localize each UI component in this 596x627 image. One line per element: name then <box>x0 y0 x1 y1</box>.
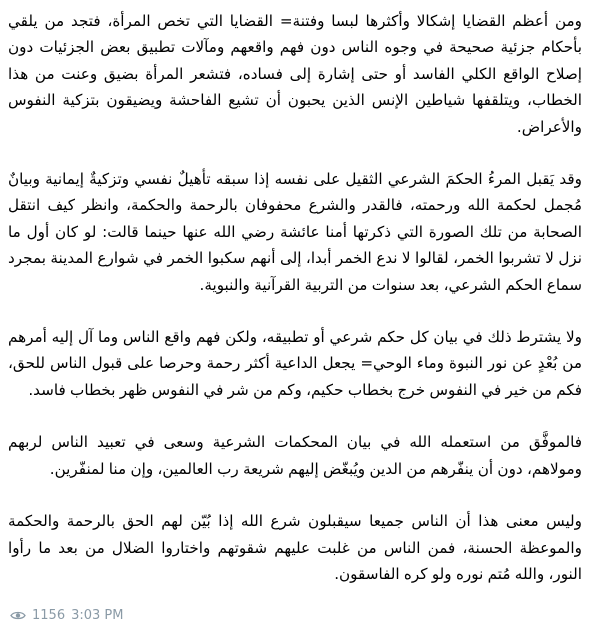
message-time: 3:03 PM <box>71 608 124 623</box>
paragraph-2: وقد يَقبل المرءُ الحكمَ الشرعي الثقيل على نفسه إذا سبقه تأهيلٌ نفسي وتزكيةٌ إيمانية وبيانٌ مُجمل لحكمة الله ورحمته، فالقدر والشرع محفوفان بالرحمة والحكمة، وانظر كيف انتقل الصحابة من تلك الصورة التي ذكرتها أمنا عائشة رضي الله عنها حينما قالت: لو كان أول ما نزل لا تشربوا الخمر، لقالوا لا ندع الخمر أبدا، إلى أنهم سكبوا الخمر في شوارع المدينة بمجرد سماع الحكم الشرعي، بعد سنوات من التربية القرآنية والنبوية. <box>8 170 582 294</box>
paragraph-4: فالموفَّق من استعمله الله في بيان المحكمات الشرعية وسعى في تعبيد الناس لربهم ومولاهم، دون أن ينفّرهم من الدين ويُبغّض إليهم شريعة رب العالمين، وإن منا لمنفّرين. <box>8 433 582 478</box>
eye-icon <box>10 610 26 621</box>
message-meta <box>10 608 123 623</box>
paragraph-3: ولا يشترط ذلك في بيان كل حكم شرعي أو تطبيقه، ولكن فهم واقع الناس وما آل إليه أمرهم من بُعْدٍ عن نور النبوة وماء الوحي= يجعل الداعية أكثر رحمة وحرصا على قبول الناس للحق، فكم من خير في النفوس خرج بخطاب حكيم، وكم من شر في النفوس ظهر بخطاب فاسد. <box>8 328 582 399</box>
view-count: 1156 <box>32 608 66 623</box>
paragraph-1: ومن أعظم القضايا إشكالا وأكثرها لبسا وفتنة= القضايا التي تخص المرأة، فتجد من يلقي بأحكام جزئية صحيحة في وجوه الناس دون فهم واقعهم ومآلات تطبيق بعض الجزئيات دون إصلاح الواقع الكلي الفاسد أو حتى إشارة إلى فساده، فتشعر المرأة بضيق وعنت من هذا الخطاب، ويتلقفها شياطين الإنس الذين يحبون أن تشيع الفاحشة ويضيقون بتزكية النفوس والأعراض. <box>8 12 582 136</box>
paragraph-5: وليس معنى هذا أن الناس جميعا سيقبلون شرع الله إذا بُيّن لهم الحق بالرحمة والحكمة والموعظة الحسنة، فمن الناس من غلبت عليهم شقوتهم واختاروا الضلال من بعد ما رأوا النور، والله مُتم نوره ولو كره الفاسقون. <box>8 512 582 583</box>
